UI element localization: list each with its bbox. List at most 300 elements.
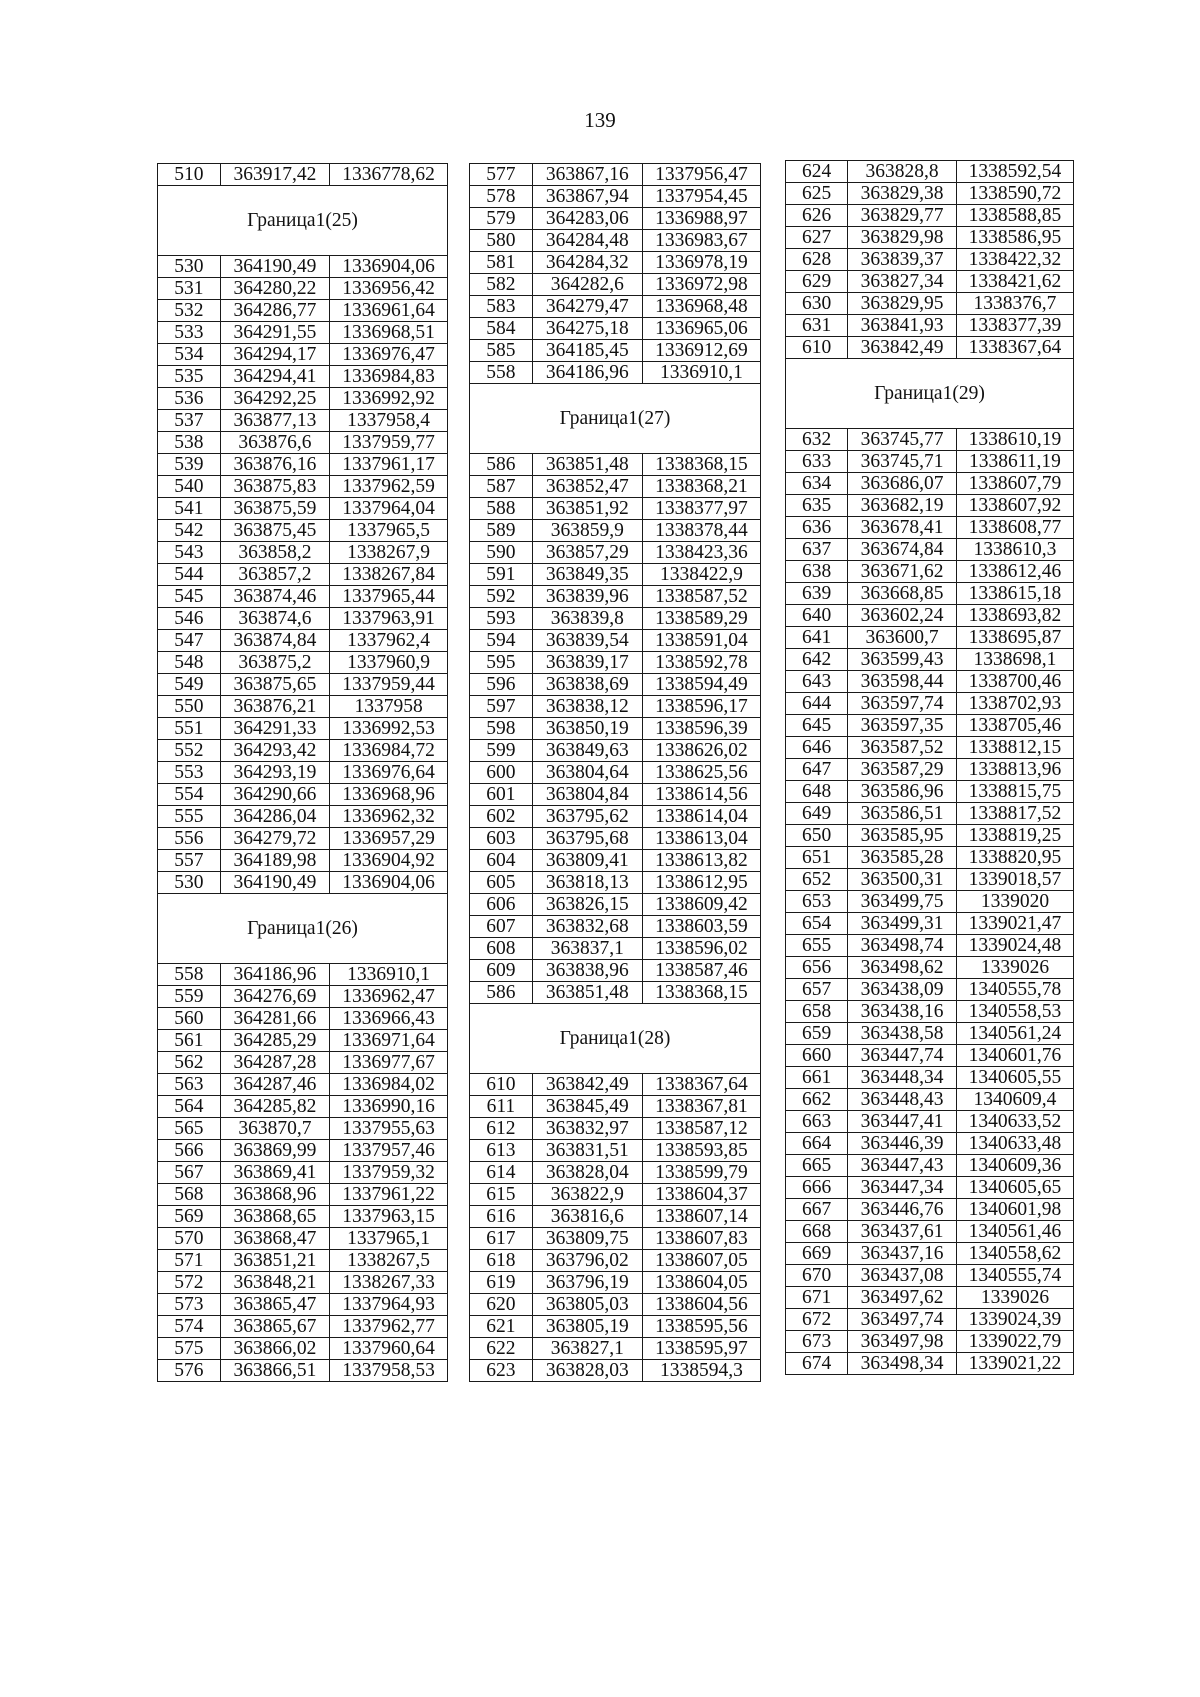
- y-coordinate-cell: 1337965,44: [330, 585, 448, 607]
- table-row: [786, 1088, 1074, 1110]
- point-number-cell: 532: [158, 299, 221, 321]
- y-coordinate-cell: 1338596,17: [642, 695, 760, 717]
- point-number-cell: 653: [786, 890, 848, 912]
- point-number-cell: 665: [786, 1154, 848, 1176]
- x-coordinate-cell: 364291,33: [220, 717, 330, 739]
- x-coordinate-cell: 363865,47: [220, 1293, 330, 1315]
- y-coordinate-cell: 1338368,15: [642, 981, 760, 1003]
- y-coordinate-cell: 1336984,72: [330, 739, 448, 761]
- table-row: [470, 497, 761, 519]
- point-number-cell: 600: [470, 761, 533, 783]
- y-coordinate-cell: 1337963,91: [330, 607, 448, 629]
- point-number-cell: 649: [786, 802, 848, 824]
- y-coordinate-cell: 1336984,83: [330, 365, 448, 387]
- y-coordinate-cell: 1340601,76: [956, 1044, 1073, 1066]
- x-coordinate-cell: 363865,67: [220, 1315, 330, 1337]
- x-coordinate-cell: 363839,8: [532, 607, 642, 629]
- x-coordinate-cell: 363438,58: [848, 1022, 957, 1044]
- point-number-cell: 587: [470, 475, 533, 497]
- y-coordinate-cell: 1338596,02: [642, 937, 760, 959]
- point-number-cell: 538: [158, 431, 221, 453]
- point-number-cell: 566: [158, 1139, 221, 1161]
- x-coordinate-cell: 363585,28: [848, 846, 957, 868]
- table-row: [470, 1139, 761, 1161]
- point-number-cell: 662: [786, 1088, 848, 1110]
- point-number-cell: 563: [158, 1073, 221, 1095]
- point-number-cell: 668: [786, 1220, 848, 1242]
- x-coordinate-cell: 363851,48: [532, 453, 642, 475]
- boundary-header-row: [470, 384, 761, 454]
- x-coordinate-cell: 363875,59: [220, 497, 330, 519]
- x-coordinate-cell: 364285,82: [220, 1095, 330, 1117]
- x-coordinate-cell: 363867,94: [532, 186, 642, 208]
- y-coordinate-cell: 1336962,47: [330, 985, 448, 1007]
- x-coordinate-cell: 364189,98: [220, 849, 330, 871]
- y-coordinate-cell: 1338626,02: [642, 739, 760, 761]
- table-row: [470, 1315, 761, 1337]
- table-row: [470, 937, 761, 959]
- x-coordinate-cell: 364279,47: [532, 296, 642, 318]
- x-coordinate-cell: 363597,74: [848, 692, 957, 714]
- point-number-cell: 663: [786, 1110, 848, 1132]
- table-row: [786, 337, 1074, 359]
- point-number-cell: 603: [470, 827, 533, 849]
- point-number-cell: 616: [470, 1205, 533, 1227]
- table-row: [786, 846, 1074, 868]
- point-number-cell: 599: [470, 739, 533, 761]
- table-row: [158, 761, 448, 783]
- y-coordinate-cell: 1338421,62: [956, 271, 1073, 293]
- y-coordinate-cell: 1340601,98: [956, 1198, 1073, 1220]
- x-coordinate-cell: 363796,19: [532, 1271, 642, 1293]
- table-row: [470, 1249, 761, 1271]
- table-row: [470, 252, 761, 274]
- table-row: [158, 1073, 448, 1095]
- x-coordinate-cell: 363869,41: [220, 1161, 330, 1183]
- point-number-cell: 585: [470, 340, 533, 362]
- table-row: [158, 673, 448, 695]
- y-coordinate-cell: 1339020: [956, 890, 1073, 912]
- x-coordinate-cell: 364287,46: [220, 1073, 330, 1095]
- coordinates-table-column-3: [785, 160, 1074, 1375]
- x-coordinate-cell: 363668,85: [848, 582, 957, 604]
- boundary-header: Граница1(29): [786, 359, 1074, 429]
- y-coordinate-cell: 1338608,77: [956, 516, 1073, 538]
- point-number-cell: 631: [786, 315, 848, 337]
- table-row: [158, 541, 448, 563]
- coordinates-table-column-2: [469, 163, 761, 1382]
- point-number-cell: 548: [158, 651, 221, 673]
- y-coordinate-cell: 1340558,53: [956, 1000, 1073, 1022]
- x-coordinate-cell: 363498,62: [848, 956, 957, 978]
- point-number-cell: 553: [158, 761, 221, 783]
- y-coordinate-cell: 1338698,1: [956, 648, 1073, 670]
- point-number-cell: 618: [470, 1249, 533, 1271]
- point-number-cell: 567: [158, 1161, 221, 1183]
- point-number-cell: 540: [158, 475, 221, 497]
- x-coordinate-cell: 363838,12: [532, 695, 642, 717]
- point-number-cell: 629: [786, 271, 848, 293]
- y-coordinate-cell: 1338376,7: [956, 293, 1073, 315]
- y-coordinate-cell: 1338610,19: [956, 428, 1073, 450]
- point-number-cell: 666: [786, 1176, 848, 1198]
- x-coordinate-cell: 363829,77: [848, 205, 957, 227]
- x-coordinate-cell: 363448,34: [848, 1066, 957, 1088]
- point-number-cell: 588: [470, 497, 533, 519]
- table-row: [158, 1293, 448, 1315]
- y-coordinate-cell: 1338607,05: [642, 1249, 760, 1271]
- y-coordinate-cell: 1336972,98: [642, 274, 760, 296]
- table-row: [786, 293, 1074, 315]
- x-coordinate-cell: 363852,47: [532, 475, 642, 497]
- x-coordinate-cell: 363851,21: [220, 1249, 330, 1271]
- y-coordinate-cell: 1338367,64: [642, 1073, 760, 1095]
- point-number-cell: 644: [786, 692, 848, 714]
- table-row: [158, 963, 448, 985]
- point-number-cell: 568: [158, 1183, 221, 1205]
- x-coordinate-cell: 363446,39: [848, 1132, 957, 1154]
- x-coordinate-cell: 363877,13: [220, 409, 330, 431]
- y-coordinate-cell: 1340605,65: [956, 1176, 1073, 1198]
- point-number-cell: 661: [786, 1066, 848, 1088]
- x-coordinate-cell: 363875,2: [220, 651, 330, 673]
- point-number-cell: 578: [470, 186, 533, 208]
- table-row: [470, 541, 761, 563]
- table-row: [786, 670, 1074, 692]
- y-coordinate-cell: 1338614,04: [642, 805, 760, 827]
- coordinates-table: [785, 160, 1074, 1375]
- y-coordinate-cell: 1340609,36: [956, 1154, 1073, 1176]
- y-coordinate-cell: 1338422,32: [956, 249, 1073, 271]
- x-coordinate-cell: 364293,42: [220, 739, 330, 761]
- boundary-header: Граница1(25): [158, 186, 448, 256]
- table-row: [158, 1337, 448, 1359]
- table-row: [786, 736, 1074, 758]
- x-coordinate-cell: 363678,41: [848, 516, 957, 538]
- table-row: [786, 494, 1074, 516]
- x-coordinate-cell: 363870,7: [220, 1117, 330, 1139]
- boundary-header-row: [786, 359, 1074, 429]
- point-number-cell: 660: [786, 1044, 848, 1066]
- x-coordinate-cell: 363849,35: [532, 563, 642, 585]
- table-row: [158, 475, 448, 497]
- point-number-cell: 576: [158, 1359, 221, 1381]
- table-row: [470, 1073, 761, 1095]
- y-coordinate-cell: 1337965,1: [330, 1227, 448, 1249]
- x-coordinate-cell: 363809,41: [532, 849, 642, 871]
- table-row: [786, 934, 1074, 956]
- table-row: [158, 1183, 448, 1205]
- point-number-cell: 561: [158, 1029, 221, 1051]
- y-coordinate-cell: 1338592,78: [642, 651, 760, 673]
- point-number-cell: 630: [786, 293, 848, 315]
- table-row: [470, 1095, 761, 1117]
- x-coordinate-cell: 363804,84: [532, 783, 642, 805]
- x-coordinate-cell: 364276,69: [220, 985, 330, 1007]
- table-row: [158, 717, 448, 739]
- y-coordinate-cell: 1338586,95: [956, 227, 1073, 249]
- table-row: [158, 1249, 448, 1271]
- point-number-cell: 611: [470, 1095, 533, 1117]
- point-number-cell: 673: [786, 1330, 848, 1352]
- table-row: [470, 475, 761, 497]
- table-row: [470, 849, 761, 871]
- table-row: [786, 824, 1074, 846]
- x-coordinate-cell: 363851,92: [532, 497, 642, 519]
- table-row: [470, 296, 761, 318]
- y-coordinate-cell: 1338595,97: [642, 1337, 760, 1359]
- x-coordinate-cell: 363848,21: [220, 1271, 330, 1293]
- table-row: [470, 1161, 761, 1183]
- y-coordinate-cell: 1339021,22: [956, 1352, 1073, 1374]
- y-coordinate-cell: 1338607,92: [956, 494, 1073, 516]
- point-number-cell: 574: [158, 1315, 221, 1337]
- x-coordinate-cell: 363868,96: [220, 1183, 330, 1205]
- point-number-cell: 619: [470, 1271, 533, 1293]
- x-coordinate-cell: 363829,38: [848, 183, 957, 205]
- table-row: [470, 893, 761, 915]
- table-row: [470, 519, 761, 541]
- x-coordinate-cell: 363837,1: [532, 937, 642, 959]
- y-coordinate-cell: 1337956,47: [642, 164, 760, 186]
- point-number-cell: 614: [470, 1161, 533, 1183]
- table-row: [470, 783, 761, 805]
- point-number-cell: 542: [158, 519, 221, 541]
- y-coordinate-cell: 1338267,5: [330, 1249, 448, 1271]
- point-number-cell: 560: [158, 1007, 221, 1029]
- y-coordinate-cell: 1340605,55: [956, 1066, 1073, 1088]
- x-coordinate-cell: 363448,43: [848, 1088, 957, 1110]
- table-row: [158, 783, 448, 805]
- y-coordinate-cell: 1338378,44: [642, 519, 760, 541]
- y-coordinate-cell: 1336904,06: [330, 255, 448, 277]
- y-coordinate-cell: 1338611,19: [956, 450, 1073, 472]
- y-coordinate-cell: 1338625,56: [642, 761, 760, 783]
- table-row: [786, 538, 1074, 560]
- point-number-cell: 610: [470, 1073, 533, 1095]
- x-coordinate-cell: 363851,48: [532, 981, 642, 1003]
- table-row: [158, 827, 448, 849]
- table-row: [786, 1066, 1074, 1088]
- x-coordinate-cell: 363686,07: [848, 472, 957, 494]
- x-coordinate-cell: 364185,45: [532, 340, 642, 362]
- y-coordinate-cell: 1338595,56: [642, 1315, 760, 1337]
- y-coordinate-cell: 1338705,46: [956, 714, 1073, 736]
- x-coordinate-cell: 363437,08: [848, 1264, 957, 1286]
- y-coordinate-cell: 1338815,75: [956, 780, 1073, 802]
- y-coordinate-cell: 1338367,81: [642, 1095, 760, 1117]
- y-coordinate-cell: 1338813,96: [956, 758, 1073, 780]
- y-coordinate-cell: 1338612,95: [642, 871, 760, 893]
- y-coordinate-cell: 1338607,79: [956, 472, 1073, 494]
- point-number-cell: 641: [786, 626, 848, 648]
- point-number-cell: 612: [470, 1117, 533, 1139]
- table-row: [470, 563, 761, 585]
- point-number-cell: 510: [158, 164, 221, 186]
- point-number-cell: 601: [470, 783, 533, 805]
- point-number-cell: 626: [786, 205, 848, 227]
- table-row: [786, 1220, 1074, 1242]
- coordinates-table-column-1: [157, 163, 448, 1382]
- table-row: [158, 343, 448, 365]
- y-coordinate-cell: 1338267,33: [330, 1271, 448, 1293]
- table-row: [158, 431, 448, 453]
- table-row: [786, 1000, 1074, 1022]
- boundary-header-row: [470, 1003, 761, 1073]
- x-coordinate-cell: 363874,46: [220, 585, 330, 607]
- table-row: [158, 1315, 448, 1337]
- table-row: [786, 868, 1074, 890]
- y-coordinate-cell: 1338587,52: [642, 585, 760, 607]
- point-number-cell: 669: [786, 1242, 848, 1264]
- x-coordinate-cell: 364290,66: [220, 783, 330, 805]
- point-number-cell: 609: [470, 959, 533, 981]
- x-coordinate-cell: 363842,49: [848, 337, 957, 359]
- boundary-header: Граница1(26): [158, 893, 448, 963]
- table-row: [786, 1154, 1074, 1176]
- point-number-cell: 533: [158, 321, 221, 343]
- y-coordinate-cell: 1338700,46: [956, 670, 1073, 692]
- x-coordinate-cell: 363841,93: [848, 315, 957, 337]
- boundary-header: Граница1(28): [470, 1003, 761, 1073]
- x-coordinate-cell: 364285,29: [220, 1029, 330, 1051]
- y-coordinate-cell: 1336956,42: [330, 277, 448, 299]
- table-row: [786, 450, 1074, 472]
- table-row: [158, 365, 448, 387]
- table-row: [786, 1308, 1074, 1330]
- y-coordinate-cell: 1340633,48: [956, 1132, 1073, 1154]
- point-number-cell: 549: [158, 673, 221, 695]
- x-coordinate-cell: 363446,76: [848, 1198, 957, 1220]
- table-row: [470, 164, 761, 186]
- table-row: [470, 585, 761, 607]
- x-coordinate-cell: 363586,51: [848, 802, 957, 824]
- table-row: [786, 472, 1074, 494]
- point-number-cell: 651: [786, 846, 848, 868]
- table-row: [786, 1286, 1074, 1308]
- x-coordinate-cell: 363438,09: [848, 978, 957, 1000]
- point-number-cell: 589: [470, 519, 533, 541]
- y-coordinate-cell: 1338592,54: [956, 161, 1073, 183]
- x-coordinate-cell: 363796,02: [532, 1249, 642, 1271]
- y-coordinate-cell: 1338819,25: [956, 824, 1073, 846]
- y-coordinate-cell: 1337958: [330, 695, 448, 717]
- y-coordinate-cell: 1336988,97: [642, 208, 760, 230]
- point-number-cell: 597: [470, 695, 533, 717]
- table-row: [786, 1198, 1074, 1220]
- y-coordinate-cell: 1338590,72: [956, 183, 1073, 205]
- y-coordinate-cell: 1340633,52: [956, 1110, 1073, 1132]
- table-row: [470, 362, 761, 384]
- point-number-cell: 583: [470, 296, 533, 318]
- x-coordinate-cell: 363795,68: [532, 827, 642, 849]
- point-number-cell: 530: [158, 871, 221, 893]
- x-coordinate-cell: 363868,65: [220, 1205, 330, 1227]
- table-row: [786, 802, 1074, 824]
- x-coordinate-cell: 363876,16: [220, 453, 330, 475]
- x-coordinate-cell: 363866,02: [220, 1337, 330, 1359]
- point-number-cell: 558: [158, 963, 221, 985]
- table-row: [158, 1161, 448, 1183]
- table-row: [470, 739, 761, 761]
- table-row: [786, 516, 1074, 538]
- x-coordinate-cell: 363818,13: [532, 871, 642, 893]
- table-row: [470, 453, 761, 475]
- x-coordinate-cell: 363876,6: [220, 431, 330, 453]
- point-number-cell: 535: [158, 365, 221, 387]
- table-row: [158, 1139, 448, 1161]
- point-number-cell: 640: [786, 604, 848, 626]
- point-number-cell: 565: [158, 1117, 221, 1139]
- x-coordinate-cell: 364281,66: [220, 1007, 330, 1029]
- x-coordinate-cell: 363586,96: [848, 780, 957, 802]
- y-coordinate-cell: 1340609,4: [956, 1088, 1073, 1110]
- x-coordinate-cell: 363447,41: [848, 1110, 957, 1132]
- y-coordinate-cell: 1338593,85: [642, 1139, 760, 1161]
- x-coordinate-cell: 363447,74: [848, 1044, 957, 1066]
- y-coordinate-cell: 1338377,97: [642, 497, 760, 519]
- y-coordinate-cell: 1338607,83: [642, 1227, 760, 1249]
- x-coordinate-cell: 364186,96: [532, 362, 642, 384]
- x-coordinate-cell: 364294,41: [220, 365, 330, 387]
- y-coordinate-cell: 1338422,9: [642, 563, 760, 585]
- x-coordinate-cell: 363437,61: [848, 1220, 957, 1242]
- table-row: [158, 387, 448, 409]
- point-number-cell: 642: [786, 648, 848, 670]
- y-coordinate-cell: 1337958,4: [330, 409, 448, 431]
- point-number-cell: 598: [470, 717, 533, 739]
- y-coordinate-cell: 1338589,29: [642, 607, 760, 629]
- x-coordinate-cell: 363827,1: [532, 1337, 642, 1359]
- x-coordinate-cell: 363829,98: [848, 227, 957, 249]
- y-coordinate-cell: 1338604,56: [642, 1293, 760, 1315]
- table-row: [470, 981, 761, 1003]
- point-number-cell: 582: [470, 274, 533, 296]
- boundary-header-row: [158, 186, 448, 256]
- x-coordinate-cell: 363745,71: [848, 450, 957, 472]
- point-number-cell: 551: [158, 717, 221, 739]
- x-coordinate-cell: 364279,72: [220, 827, 330, 849]
- table-row: [158, 985, 448, 1007]
- table-row: [470, 761, 761, 783]
- x-coordinate-cell: 363795,62: [532, 805, 642, 827]
- point-number-cell: 594: [470, 629, 533, 651]
- y-coordinate-cell: 1338604,05: [642, 1271, 760, 1293]
- point-number-cell: 591: [470, 563, 533, 585]
- page-number: 139: [584, 108, 616, 132]
- y-coordinate-cell: 1336957,29: [330, 827, 448, 849]
- point-number-cell: 546: [158, 607, 221, 629]
- table-row: [786, 956, 1074, 978]
- point-number-cell: 645: [786, 714, 848, 736]
- x-coordinate-cell: 363868,47: [220, 1227, 330, 1249]
- x-coordinate-cell: 364190,49: [220, 255, 330, 277]
- table-row: [470, 274, 761, 296]
- point-number-cell: 562: [158, 1051, 221, 1073]
- y-coordinate-cell: 1338587,12: [642, 1117, 760, 1139]
- y-coordinate-cell: 1338267,84: [330, 563, 448, 585]
- x-coordinate-cell: 363839,17: [532, 651, 642, 673]
- x-coordinate-cell: 363875,83: [220, 475, 330, 497]
- y-coordinate-cell: 1337958,53: [330, 1359, 448, 1381]
- y-coordinate-cell: 1339018,57: [956, 868, 1073, 890]
- point-number-cell: 654: [786, 912, 848, 934]
- point-number-cell: 577: [470, 164, 533, 186]
- x-coordinate-cell: 363828,04: [532, 1161, 642, 1183]
- y-coordinate-cell: 1337959,44: [330, 673, 448, 695]
- y-coordinate-cell: 1336910,1: [642, 362, 760, 384]
- y-coordinate-cell: 1339021,47: [956, 912, 1073, 934]
